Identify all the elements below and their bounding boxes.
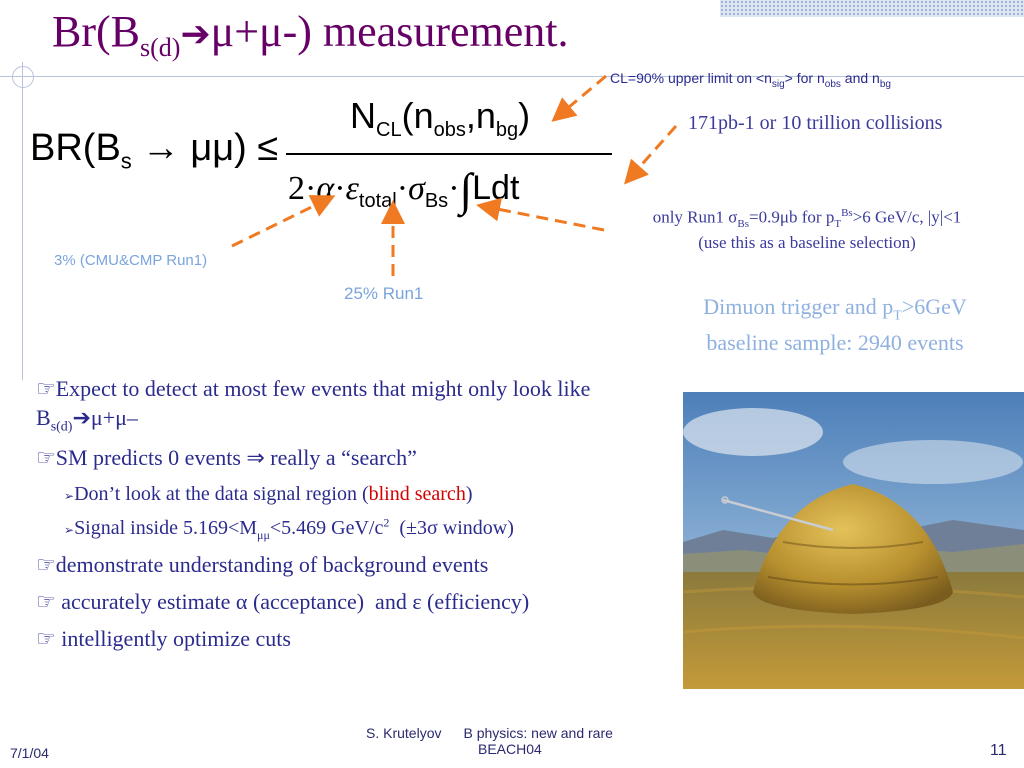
bullet-expect: ☞Expect to detect at most few events that might only look like $B_{s(d)}➔\mu+\mu-$ [36,376,591,434]
bullet-blind: ➢Don’t look at the data signal region (blind search) [64,482,473,505]
cmu-acceptance-note: 3% (CMU&CMP Run1) [54,252,208,269]
arrow-cl-limit [556,76,606,118]
run1-note-line2: (use this as a baseline selection) [698,232,916,252]
arrow-acceptance [232,198,330,246]
footer-date: 7/1/04 [10,745,49,761]
hand-icon: ☞ [36,552,56,578]
hand-icon: ☞ [36,376,56,401]
bullet-signal-window: ➢Signal inside $5.169<M_{\mu\mu}<5.469$ GeV/$c^2$ (±3σ window) [64,515,514,542]
bullet-cuts: ☞ intelligently optimize cuts [36,625,291,651]
hand-icon: ☞ [36,445,56,471]
bullet-acceptance: ☞ accurately estimate α (acceptance) and ε (efficiency) [36,588,530,614]
baseline-sample-line: baseline sample: 2940 events [706,330,964,356]
footer-author: S. Krutelyov [366,725,442,741]
hand-icon: ☞ [36,625,56,651]
cl-limit-note: CL=90% upper limit on $<n_{sig}>$ for $n_{obs}$ and $n_{bg}$ [610,70,891,90]
footer-center [366,725,686,757]
arrowhead-icon: ➢ [64,488,75,503]
bullet-sm: ☞SM predicts 0 events ⇒ really a “search” [36,445,417,471]
bullet-background: ☞demonstrate understanding of background events [36,552,489,578]
run1-note-line1: only Run1 $\sigma_{Bs}=0.9\mu b$ for $p_T^{Bs}>6$ GeV/c, |y|<1 [652,207,962,231]
formula-denominator: $2\cdot\alpha\cdot\varepsilon_{total}\cdot\sigma_{Bs}\cdot\int Ldt$ [288,164,520,215]
arrow-luminosity [628,126,676,180]
footer-talk: B physics: new and rare [463,725,613,741]
page-number: 11 [990,742,1007,759]
dimuon-trigger-line: Dimuon trigger and $p_T>6GeV$ [703,294,967,324]
formula-numerator: $N_{CL}(n_{obs},n_{bg})$ [350,95,531,142]
arrowhead-icon: ➢ [64,522,75,537]
dimuon-note [650,290,1020,359]
footer-conference: BEACH04 [478,741,542,757]
run1-note [597,206,1017,255]
hand-icon: ☞ [36,588,56,614]
bullet-list [36,375,686,661]
formula-lhs: $BR(B_s \to \mu\mu)$ ≤ [30,127,279,174]
arrow-run1-sigma [482,206,604,230]
luminosity-note: 171pb-1 or 10 trillion collisions [688,112,943,134]
haystack-photo [683,392,1024,689]
run1-efficiency-note: 25% Run1 [344,284,424,303]
slide-title: $Br(B_{s(d)}➔\mu+\mu-)$ measurement. [52,7,569,62]
